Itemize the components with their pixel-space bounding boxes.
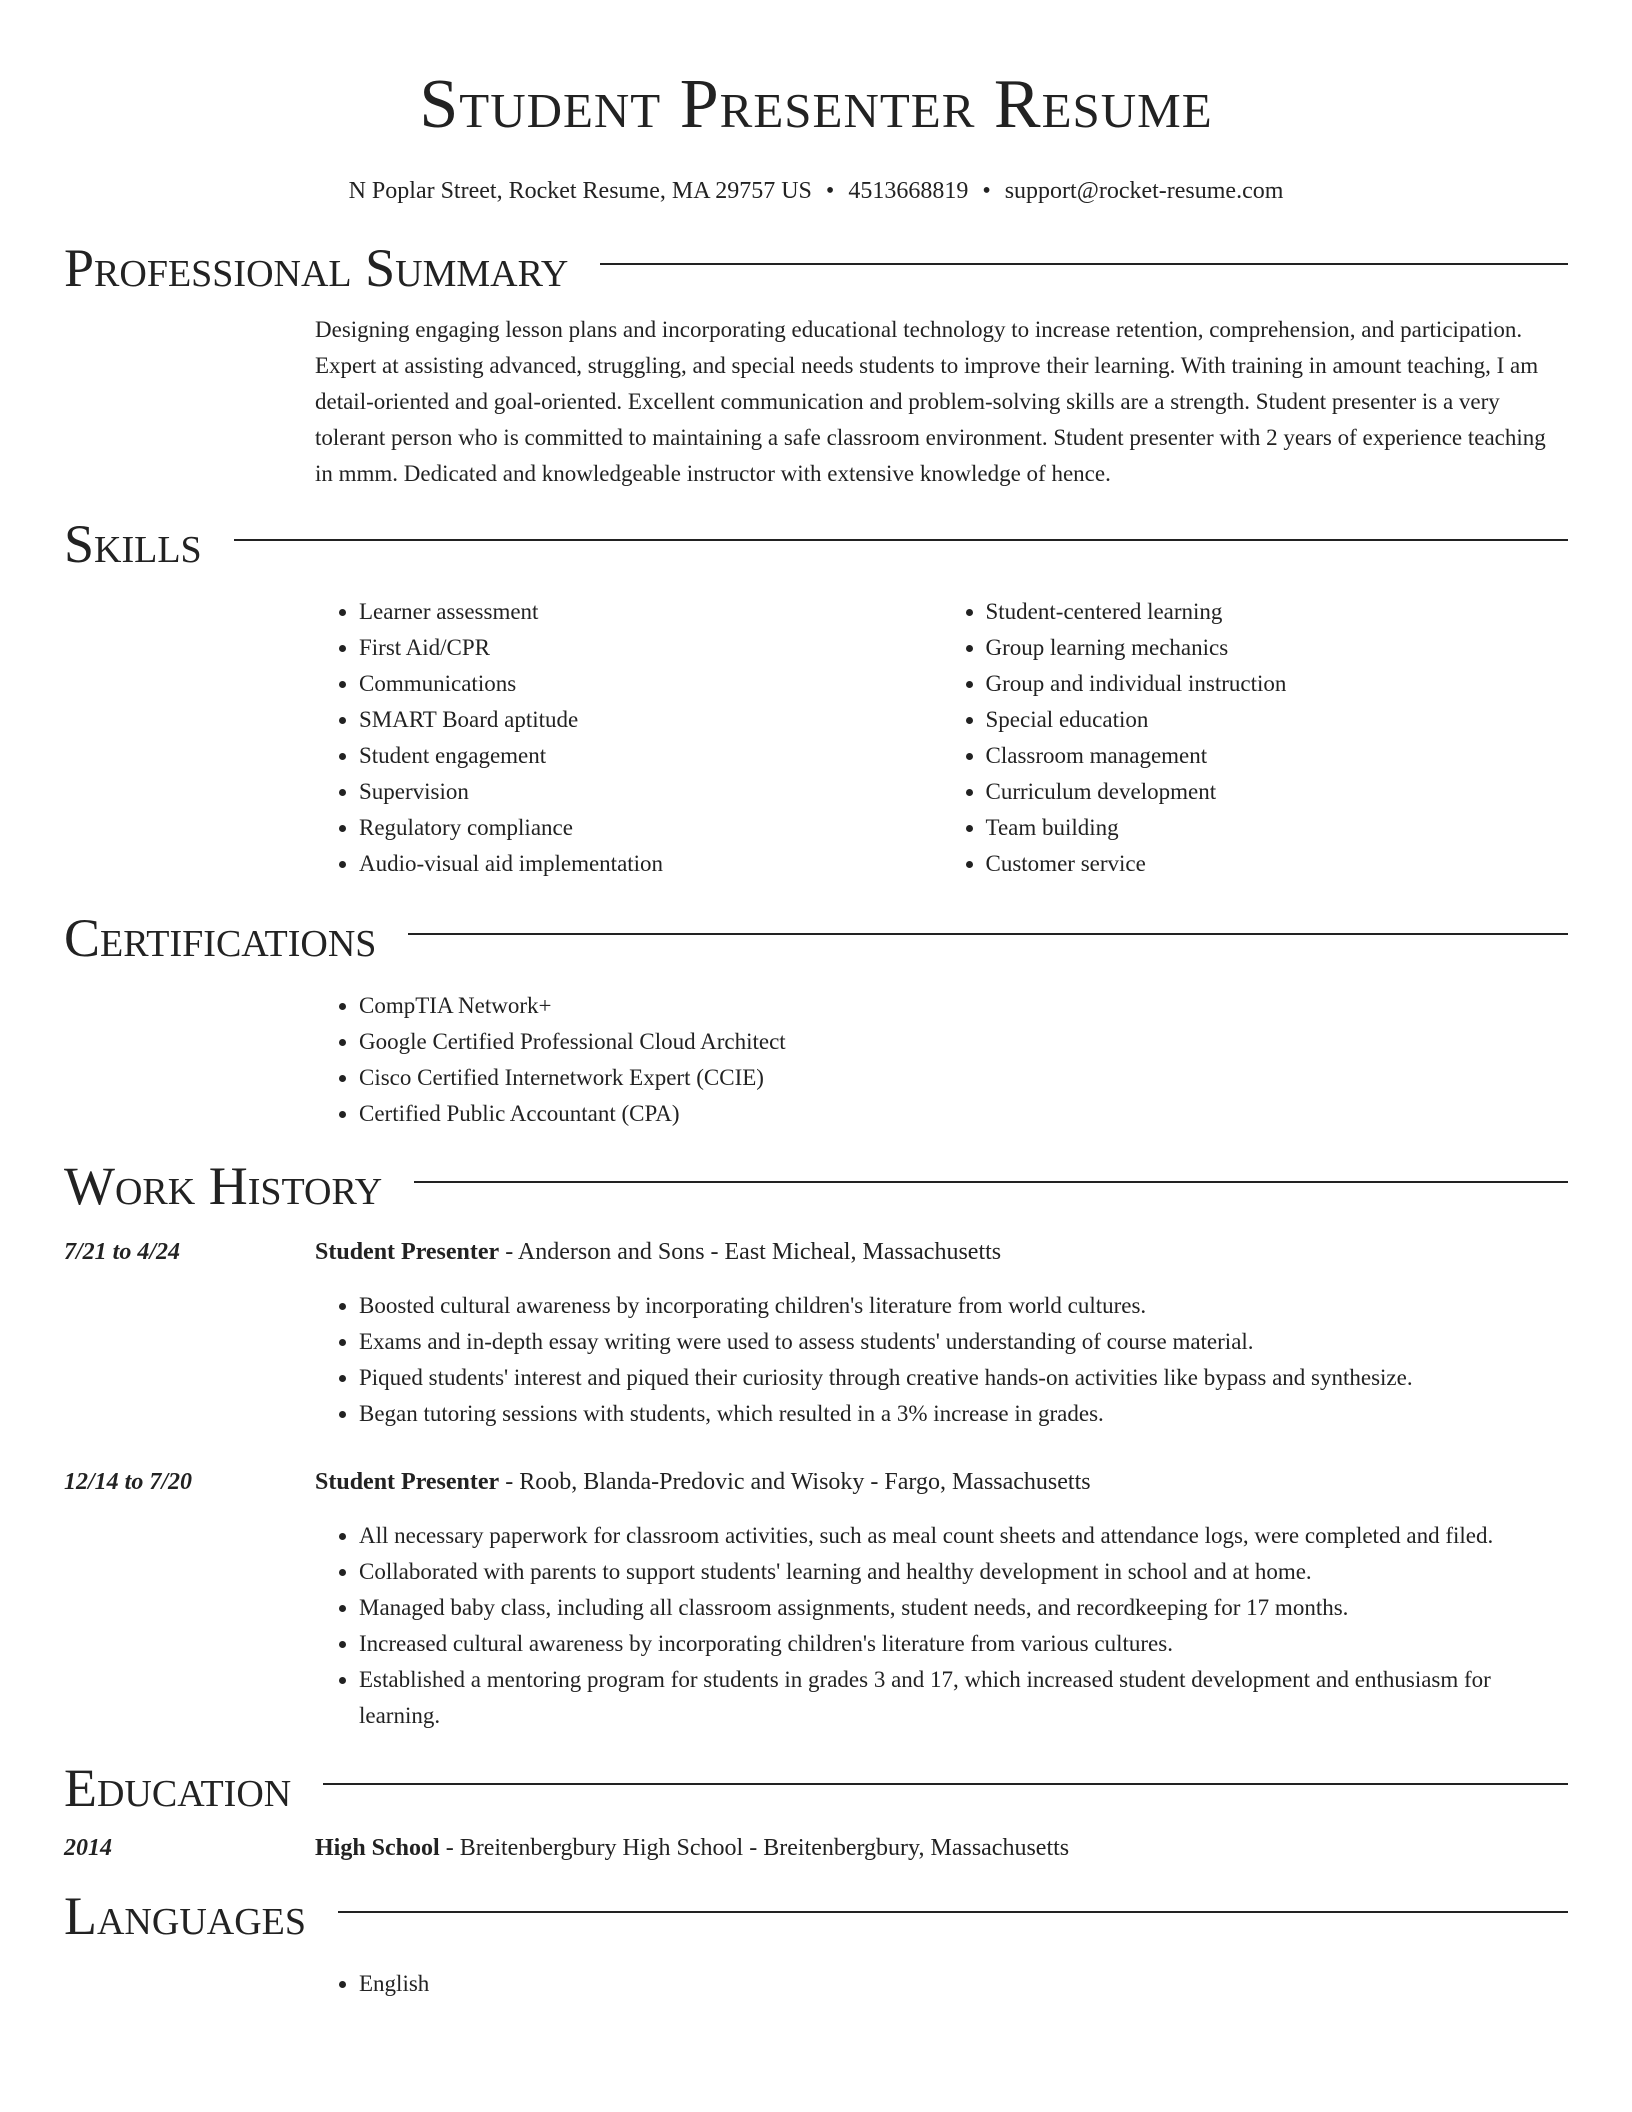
certifications-heading-text: Certifications xyxy=(64,908,377,968)
job-bullet-list xyxy=(315,1518,1568,1734)
summary-heading-text: Professional Summary xyxy=(64,238,569,298)
section-divider xyxy=(323,1783,1568,1785)
section-divider xyxy=(600,263,1568,265)
skill-item: • Group and individual instruction xyxy=(986,666,1569,702)
certifications-list xyxy=(315,988,1568,1132)
section-divider xyxy=(414,1181,1568,1183)
job-bullet: • Boosted cultural awareness by incorporating children's literature from world cultures. xyxy=(359,1288,1568,1324)
skill-item: • Supervision xyxy=(359,774,942,810)
job-title-line xyxy=(315,1464,1091,1500)
summary-text: Designing engaging lesson plans and incorporating educational technology to increase retention, comprehension, and participation. Expert at assisting advanced, struggling, and special needs students to improve their learning. With training in amount teaching, I am detail-oriented and goal-oriented. Excellent communication and problem-solving skills are a strength. Student presenter is a very tolerant person who is committed to maintaining a safe classroom environment. Student presenter with 2 years of experience teaching in mmm. Dedicated and knowledgeable instructor with extensive knowledge of hence. xyxy=(315,317,1546,486)
summary-body xyxy=(315,312,1568,492)
resume-page xyxy=(64,0,1568,2112)
contact-separator: • xyxy=(825,178,835,204)
skill-item: • Regulatory compliance xyxy=(359,810,942,846)
job-entry xyxy=(64,1234,1568,1432)
skills-heading xyxy=(64,512,1568,576)
job-header xyxy=(64,1234,1568,1270)
languages-heading xyxy=(64,1884,1568,1948)
job-dates: 12/14 to 7/20 xyxy=(64,1469,193,1495)
certifications-heading xyxy=(64,906,1568,970)
resume-title: Student Presenter Resume xyxy=(419,66,1213,143)
section-divider xyxy=(408,933,1568,935)
skill-item: • First Aid/CPR xyxy=(359,630,942,666)
skill-item: • Curriculum development xyxy=(986,774,1569,810)
skill-item: • Customer service xyxy=(986,846,1569,882)
job-bullet: • Piqued students' interest and piqued their curiosity through creative hands-on activities like bypass and synthesize. xyxy=(359,1360,1568,1396)
skills-list-right xyxy=(942,594,1569,882)
certification-item: • Certified Public Accountant (CPA) xyxy=(359,1096,1568,1132)
skill-item: • Learner assessment xyxy=(359,594,942,630)
job-employer: - Roob, Blanda-Predovic and Wisoky - Fargo, Massachusetts xyxy=(499,1469,1091,1495)
job-bullet: • Established a mentoring program for students in grades 3 and 17, which increased student development and enthusiasm for learning. xyxy=(359,1662,1568,1734)
job-bullets xyxy=(315,1518,1568,1734)
skills-columns xyxy=(315,594,1568,882)
job-employer: - Anderson and Sons - East Micheal, Massachusetts xyxy=(499,1239,1002,1265)
skills-heading-text: Skills xyxy=(64,514,202,574)
languages-heading-text: Languages xyxy=(64,1886,306,1946)
skill-item: • Student engagement xyxy=(359,738,942,774)
certification-item: • CompTIA Network+ xyxy=(359,988,1568,1024)
job-bullet: • Increased cultural awareness by incorporating children's literature from various cultures. xyxy=(359,1626,1568,1662)
language-item: • English xyxy=(359,1966,1568,2002)
education-section xyxy=(64,1756,1568,1866)
education-entry xyxy=(64,1830,1568,1866)
job-bullet-list xyxy=(315,1288,1568,1432)
skill-item: • Communications xyxy=(359,666,942,702)
work-history-section xyxy=(64,1154,1568,1734)
job-bullet: • Exams and in-depth essay writing were used to assess students' understanding of course material. xyxy=(359,1324,1568,1360)
job-role: Student Presenter xyxy=(315,1239,500,1265)
skills-section xyxy=(64,512,1568,882)
contact-separator: • xyxy=(982,178,991,204)
languages-body xyxy=(315,1966,1568,2002)
education-line xyxy=(315,1830,1069,1866)
certification-item: • Google Certified Professional Cloud Architect xyxy=(359,1024,1568,1060)
skills-list-left xyxy=(315,594,942,882)
contact-email: support@rocket-resume.com xyxy=(1004,178,1284,204)
work-history-heading xyxy=(64,1154,1568,1218)
job-header xyxy=(64,1464,1568,1500)
skill-item: • Special education xyxy=(986,702,1569,738)
job-bullet: • Managed baby class, including all classroom assignments, student needs, and recordkeeping for 17 months. xyxy=(359,1590,1568,1626)
job-dates: 7/21 to 4/24 xyxy=(64,1239,181,1265)
education-heading-text: Education xyxy=(64,1758,292,1818)
work-history-heading-text: Work History xyxy=(64,1156,383,1216)
education-degree: High School xyxy=(315,1835,440,1861)
skill-item: • SMART Board aptitude xyxy=(359,702,942,738)
skill-item: • Student-centered learning xyxy=(986,594,1569,630)
education-year: 2014 xyxy=(64,1835,112,1861)
job-role: Student Presenter xyxy=(315,1469,500,1495)
skill-item: • Group learning mechanics xyxy=(986,630,1569,666)
contact-address: N Poplar Street, Rocket Resume, MA 29757 US xyxy=(348,178,812,204)
skill-item: • Classroom management xyxy=(986,738,1569,774)
job-bullets xyxy=(315,1288,1568,1432)
contact-line xyxy=(64,176,1568,206)
summary-section xyxy=(64,236,1568,492)
section-divider xyxy=(338,1911,1568,1913)
education-heading xyxy=(64,1756,1568,1820)
languages-section xyxy=(64,1884,1568,2002)
section-divider xyxy=(234,539,1568,541)
certifications-section xyxy=(64,906,1568,1132)
job-bullet: • Collaborated with parents to support students' learning and healthy development in school and at home. xyxy=(359,1554,1568,1590)
contact-phone: 4513668819 xyxy=(848,178,969,204)
languages-list xyxy=(315,1966,1568,2002)
job-bullet: • Began tutoring sessions with students, which resulted in a 3% increase in grades. xyxy=(359,1396,1568,1432)
skill-item: • Audio-visual aid implementation xyxy=(359,846,942,882)
job-bullet: • All necessary paperwork for classroom activities, such as meal count sheets and attendance logs, were completed and filed. xyxy=(359,1518,1568,1554)
job-entry xyxy=(64,1464,1568,1734)
skill-item: • Team building xyxy=(986,810,1569,846)
certifications-body xyxy=(315,988,1568,1132)
certification-item: • Cisco Certified Internetwork Expert (CCIE) xyxy=(359,1060,1568,1096)
summary-heading xyxy=(64,236,1568,300)
education-school: - Breitenbergbury High School - Breitenbergbury, Massachusetts xyxy=(439,1835,1070,1861)
job-title-line xyxy=(315,1234,1001,1270)
